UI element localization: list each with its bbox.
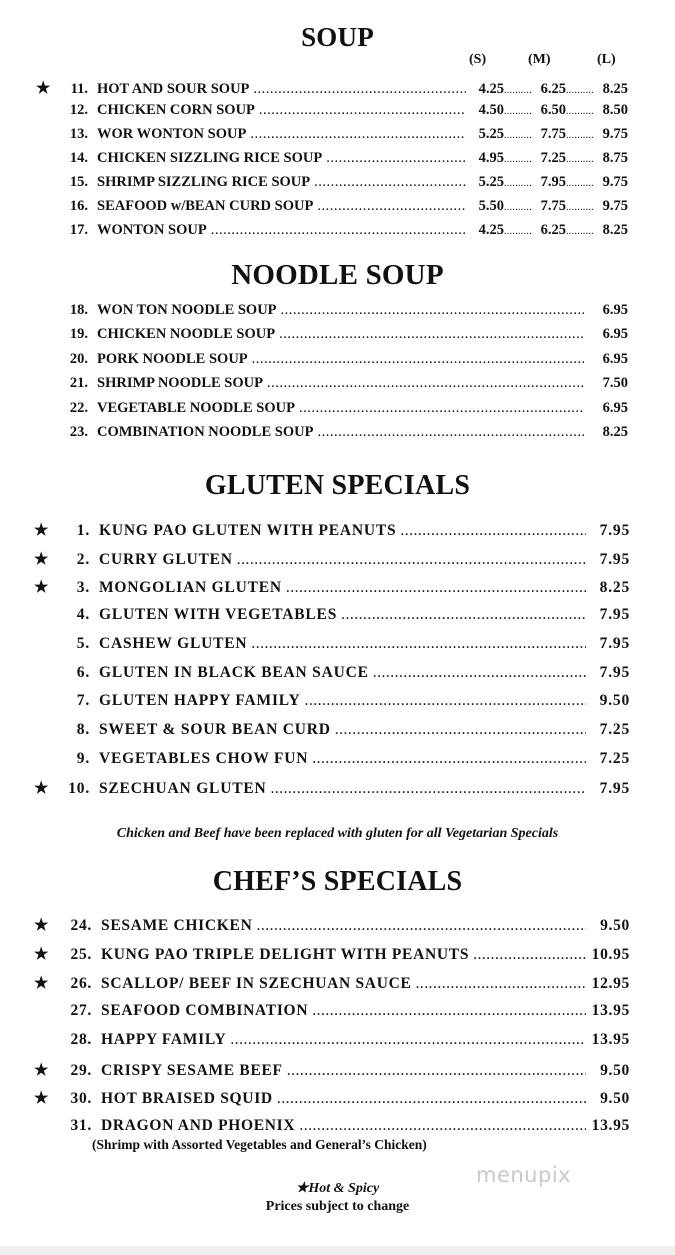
price-large: 9.75	[602, 174, 628, 190]
menu-item	[36, 302, 628, 319]
menu-item	[34, 606, 630, 624]
price-small: 5.25	[478, 126, 504, 142]
legend	[0, 1180, 675, 1215]
dot-leader	[566, 85, 594, 96]
dot-leader	[416, 975, 586, 993]
dot-leader	[312, 750, 586, 768]
dot-leader	[504, 226, 532, 237]
menu-item	[34, 1088, 630, 1108]
dot-leader	[566, 130, 594, 141]
item-number: 2.	[76, 550, 90, 568]
item-name: WOR WONTON SOUP	[97, 126, 247, 142]
item-31-description: (Shrimp with Assorted Vegetables and General’s Chicken)	[92, 1137, 427, 1152]
item-name: GLUTEN HAPPY FAMILY	[99, 692, 301, 710]
dot-leader	[230, 1031, 586, 1049]
item-price: 13.95	[591, 1117, 630, 1135]
menu-item	[36, 198, 628, 215]
price-medium: 6.25	[540, 81, 566, 97]
dot-leader	[473, 946, 586, 964]
item-price: 9.50	[600, 917, 630, 934]
price-large: 8.25	[602, 81, 628, 97]
menu-item	[36, 126, 628, 143]
dot-leader	[566, 178, 594, 189]
dot-leader	[305, 692, 587, 710]
price-large: 8.25	[602, 222, 628, 238]
dot-leader	[326, 150, 466, 167]
item-name: SHRIMP SIZZLING RICE SOUP	[97, 174, 311, 190]
item-name: CRISPY SESAME BEEF	[101, 1061, 283, 1079]
item-number: 27.	[70, 1001, 92, 1019]
item-number: 18.	[69, 302, 88, 318]
item-number: 1.	[76, 522, 90, 539]
hot-spicy-star-icon: ★	[36, 80, 51, 97]
menu-item	[36, 424, 628, 441]
item-name: SCALLOP/ BEEF IN SZECHUAN SAUCE	[101, 974, 412, 992]
item-number: 14.	[69, 150, 88, 166]
noodle-soup-title: NOODLE SOUP	[231, 259, 444, 291]
price-medium: 7.75	[540, 126, 566, 142]
chefs-specials-title: CHEF’S SPECIALS	[212, 866, 463, 897]
hot-spicy-star-icon: ★	[34, 1090, 50, 1108]
menu-item	[34, 915, 630, 935]
item-price: 8.25	[602, 424, 628, 440]
item-name: CHICKEN SIZZLING RICE SOUP	[97, 150, 323, 166]
dot-leader	[566, 226, 594, 237]
price-medium: 7.95	[540, 174, 566, 190]
menu-item	[36, 102, 628, 119]
item-price: 12.95	[591, 974, 630, 992]
prices-note: Prices subject to change	[265, 1199, 410, 1214]
menu-item	[34, 1060, 630, 1080]
dot-leader	[253, 81, 466, 98]
item-price: 9.50	[599, 692, 630, 710]
item-price: 7.50	[602, 375, 628, 392]
item-name: WON TON NOODLE SOUP	[97, 302, 277, 318]
item-number: 10.	[68, 780, 90, 798]
menu-item	[36, 326, 628, 343]
item-price: 7.95	[599, 663, 630, 681]
item-number: 22.	[69, 399, 88, 416]
price-large: 8.50	[602, 102, 628, 118]
dot-leader	[504, 106, 532, 117]
dot-leader	[252, 351, 584, 368]
soup-title: SOUP	[301, 22, 374, 52]
item-price: 13.95	[591, 1001, 630, 1019]
menu-item	[36, 400, 628, 417]
item-number: 7.	[76, 692, 90, 710]
menu-item	[36, 174, 628, 191]
vegetarian-note: Chicken and Beef have been replaced with gluten for all Vegetarian Specials	[116, 826, 559, 841]
price-medium: 7.75	[540, 198, 566, 214]
price-medium: 7.25	[540, 150, 566, 166]
dot-leader	[299, 400, 584, 417]
item-price: 7.25	[599, 749, 630, 767]
dot-leader	[237, 551, 586, 569]
menu-item	[34, 778, 630, 798]
dot-leader	[314, 174, 466, 191]
price-medium: 6.50	[540, 102, 566, 118]
item-number: 13.	[69, 126, 88, 142]
item-number: 11.	[70, 81, 88, 97]
menu-item	[34, 750, 630, 768]
item-price: 7.25	[599, 720, 630, 738]
size-label-medium: (M)	[528, 52, 551, 67]
item-number: 31.	[70, 1117, 92, 1135]
item-name: HAPPY FAMILY	[101, 1030, 227, 1048]
item-price: 9.50	[600, 1061, 630, 1079]
item-name: SZECHUAN GLUTEN	[99, 780, 267, 798]
dot-leader	[299, 1117, 586, 1135]
menu-item	[36, 351, 628, 368]
item-price: 6.95	[602, 350, 628, 367]
item-name: HOT BRAISED SQUID	[101, 1090, 273, 1108]
item-name: KUNG PAO GLUTEN WITH PEANUTS	[99, 522, 397, 539]
menu-item	[34, 549, 630, 569]
item-number: 9.	[76, 749, 90, 767]
menu-item	[36, 78, 628, 98]
item-name: PORK NOODLE SOUP	[97, 350, 248, 367]
item-name: CASHEW GLUTEN	[99, 634, 248, 652]
price-small: 5.50	[478, 198, 504, 214]
menu-item	[34, 1117, 630, 1135]
dot-leader	[267, 375, 584, 392]
item-price: 7.95	[599, 780, 630, 798]
dot-leader	[277, 1090, 586, 1108]
menu-item	[34, 577, 630, 597]
dot-leader	[251, 635, 586, 653]
price-small: 4.95	[478, 150, 504, 166]
dot-leader	[504, 154, 532, 165]
dot-leader	[341, 606, 586, 624]
dot-leader	[504, 202, 532, 213]
dot-leader	[270, 780, 586, 798]
menu-item	[34, 1002, 630, 1020]
dot-leader	[312, 1002, 586, 1020]
item-number: 28.	[70, 1030, 92, 1048]
dot-leader	[286, 579, 586, 597]
item-name: HOT AND SOUR SOUP	[97, 81, 250, 97]
item-name: SHRIMP NOODLE SOUP	[97, 375, 263, 392]
item-name: GLUTEN IN BLACK BEAN SAUCE	[99, 663, 369, 681]
item-number: 19.	[69, 326, 88, 343]
hot-spicy-star-icon: ★	[34, 1061, 50, 1079]
dot-leader	[400, 522, 586, 540]
dot-leader	[281, 302, 584, 319]
item-price: 7.95	[599, 606, 630, 624]
price-medium: 6.25	[540, 222, 566, 238]
item-number: 16.	[69, 198, 88, 214]
item-number: 24.	[70, 917, 92, 934]
item-name: GLUTEN WITH VEGETABLES	[99, 606, 338, 624]
item-name: COMBINATION NOODLE SOUP	[97, 424, 314, 440]
price-small: 4.50	[478, 102, 504, 118]
page-bottom-edge	[0, 1246, 675, 1255]
item-price: 13.95	[591, 1030, 630, 1048]
item-number: 25.	[70, 945, 92, 963]
item-name: VEGETABLES CHOW FUN	[99, 749, 309, 767]
menu-item	[34, 520, 630, 540]
item-name: CHICKEN CORN SOUP	[97, 102, 255, 118]
size-label-small: (S)	[469, 52, 487, 67]
item-number: 6.	[76, 663, 90, 681]
dot-leader	[259, 102, 466, 119]
size-label-large: (L)	[597, 52, 616, 67]
dot-leader	[211, 222, 466, 239]
item-number: 17.	[69, 222, 88, 238]
dot-leader	[317, 198, 466, 215]
item-number: 20.	[69, 350, 88, 367]
item-number: 3.	[76, 579, 90, 597]
dot-leader	[317, 424, 584, 441]
menu-item	[34, 692, 630, 710]
item-number: 8.	[76, 720, 90, 738]
item-price: 10.95	[591, 945, 630, 963]
item-price: 7.95	[599, 522, 630, 539]
hot-spicy-star-icon: ★	[34, 974, 50, 992]
item-name: SEAFOOD w/BEAN CURD SOUP	[97, 198, 314, 214]
menu-item	[36, 222, 628, 239]
item-number: 26.	[70, 974, 92, 992]
dot-leader	[504, 130, 532, 141]
menu-item	[34, 973, 630, 993]
price-large: 8.75	[602, 150, 628, 166]
item-number: 5.	[76, 634, 90, 652]
item-name: KUNG PAO TRIPLE DELIGHT WITH PEANUTS	[101, 945, 470, 963]
hot-spicy-star-icon: ★	[34, 522, 50, 539]
price-large: 9.75	[602, 126, 628, 142]
hot-spicy-star-icon: ★	[34, 550, 50, 568]
item-name: MONGOLIAN GLUTEN	[99, 579, 282, 597]
item-number: 29.	[70, 1061, 92, 1079]
price-small: 5.25	[478, 174, 504, 190]
item-price: 6.95	[602, 326, 628, 343]
item-name: SEAFOOD COMBINATION	[101, 1001, 309, 1019]
hot-spicy-star-icon: ★	[34, 945, 50, 963]
dot-leader	[287, 1062, 586, 1080]
dot-leader	[256, 917, 586, 935]
dot-leader	[250, 126, 466, 143]
menu-item	[34, 1031, 630, 1049]
hot-spicy-star-icon: ★	[34, 917, 50, 934]
dot-leader	[566, 154, 594, 165]
item-price: 7.95	[599, 550, 630, 568]
item-name: SWEET & SOUR BEAN CURD	[99, 720, 331, 738]
hot-spicy-star-icon: ★	[34, 780, 50, 798]
dot-leader	[279, 326, 584, 343]
menu-item	[36, 375, 628, 392]
item-price: 8.25	[599, 579, 630, 597]
item-name: SESAME CHICKEN	[101, 917, 253, 934]
menu-item	[34, 635, 630, 653]
price-small: 4.25	[478, 81, 504, 97]
dot-leader	[566, 202, 594, 213]
dot-leader	[504, 85, 532, 96]
item-number: 4.	[76, 606, 90, 624]
menu-item	[34, 664, 630, 682]
price-small: 4.25	[478, 222, 504, 238]
item-name: DRAGON AND PHOENIX	[101, 1117, 296, 1135]
item-price: 6.95	[602, 302, 628, 318]
menu-item	[36, 150, 628, 167]
item-number: 23.	[69, 424, 88, 440]
item-name: VEGETABLE NOODLE SOUP	[97, 399, 295, 416]
gluten-specials-title: GLUTEN SPECIALS	[204, 470, 471, 501]
dot-leader	[335, 721, 586, 739]
item-number: 21.	[69, 375, 88, 392]
dot-leader	[566, 106, 594, 117]
item-name: WONTON SOUP	[97, 222, 207, 238]
item-price: 6.95	[602, 399, 628, 416]
hot-spicy-star-icon: ★	[34, 579, 50, 597]
item-number: 15.	[69, 174, 88, 190]
item-price: 9.50	[600, 1090, 630, 1108]
dot-leader	[504, 178, 532, 189]
hot-spicy-legend: ★Hot & Spicy	[295, 1181, 380, 1196]
item-number: 12.	[69, 102, 88, 118]
item-price: 7.95	[599, 634, 630, 652]
dot-leader	[373, 664, 586, 682]
watermark-logo: menupix	[476, 1163, 572, 1187]
price-large: 9.75	[602, 198, 628, 214]
menu-item	[34, 721, 630, 739]
item-number: 30.	[70, 1090, 92, 1108]
item-name: CHICKEN NOODLE SOUP	[97, 326, 276, 343]
menu-item	[34, 944, 630, 964]
item-name: CURRY GLUTEN	[99, 550, 233, 568]
